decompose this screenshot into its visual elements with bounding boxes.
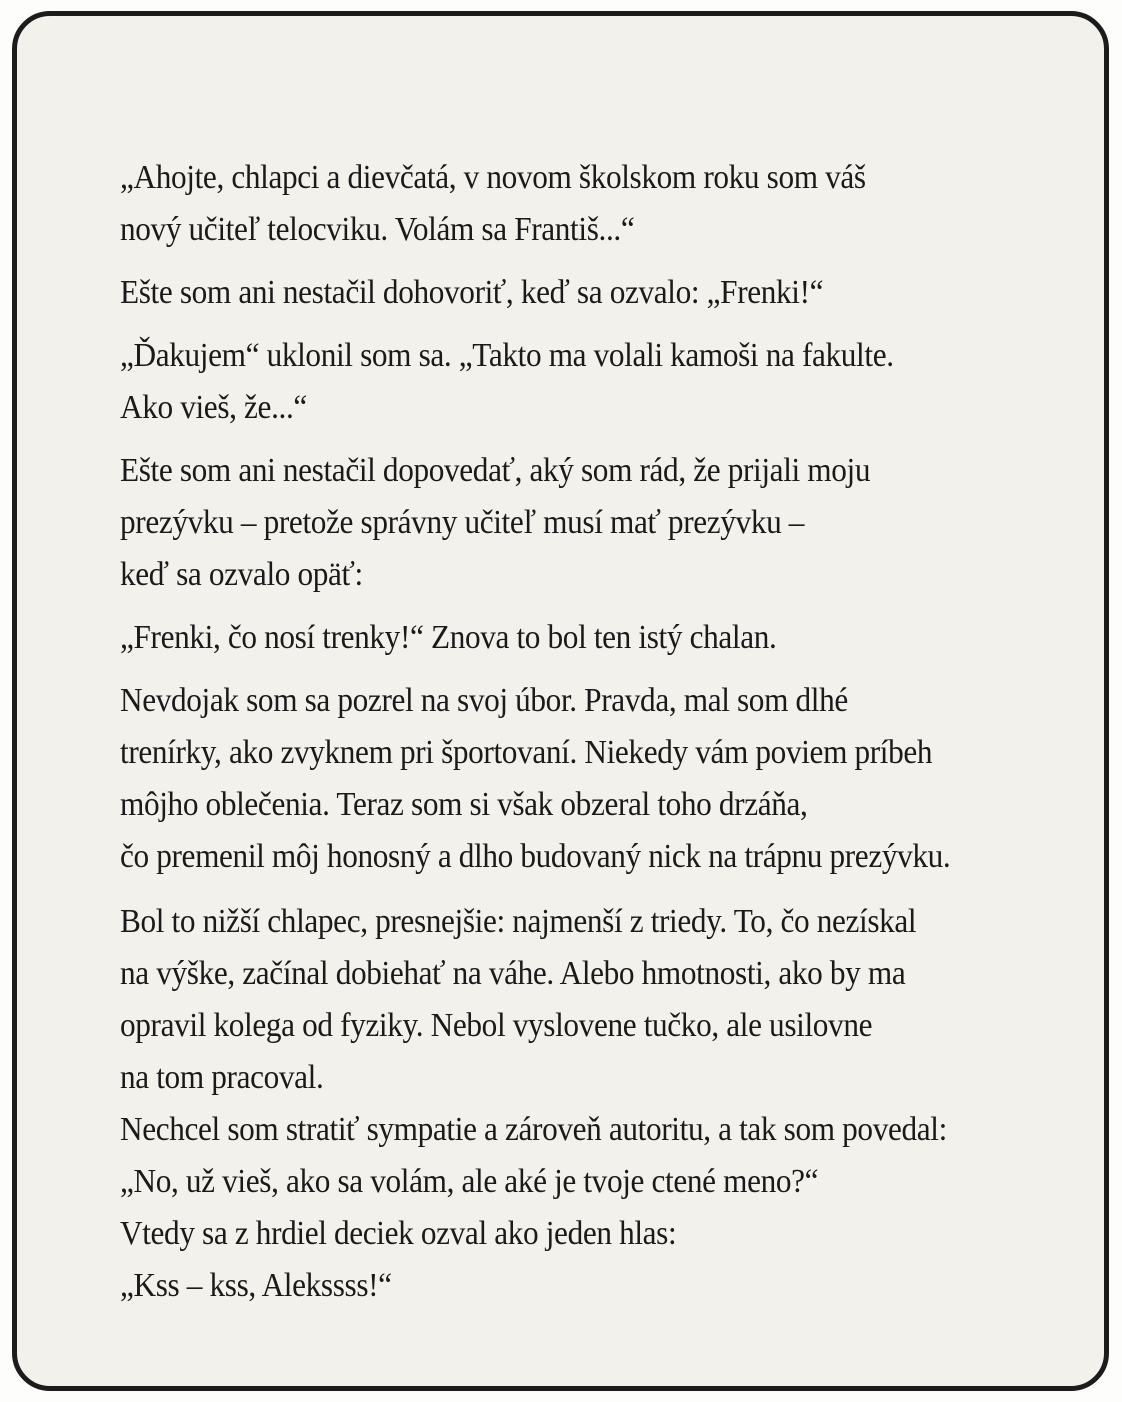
text-line: na tom pracoval. bbox=[120, 1059, 324, 1096]
text-line: na výške, začínal dobiehať na váhe. Alebo hmotnosti, ako by ma bbox=[120, 955, 906, 992]
paragraph-4 bbox=[120, 445, 948, 601]
paragraph-1 bbox=[120, 152, 948, 256]
paragraph-5 bbox=[120, 612, 948, 664]
text-line: Ako vieš, že...“ bbox=[120, 389, 307, 426]
paragraph-6 bbox=[120, 675, 951, 883]
text-line: Ešte som ani nestačil dopovedať, aký som rád, že prijali moju bbox=[120, 452, 871, 489]
text-line: Vtedy sa z hrdiel deciek ozval ako jeden hlas: bbox=[120, 1215, 677, 1252]
paragraph-3 bbox=[120, 330, 948, 434]
text-line: môjho oblečenia. Teraz som si však obzeral toho drzáňa, bbox=[120, 786, 808, 823]
text-line: „Ahojte, chlapci a dievčatá, v novom školskom roku som váš bbox=[120, 159, 866, 196]
text-line: „Ďakujem“ uklonil som sa. „Takto ma volali kamoši na fakulte. bbox=[120, 337, 894, 374]
paragraph-7 bbox=[120, 896, 948, 1312]
text-line: keď sa ozvalo opäť: bbox=[120, 556, 363, 593]
text-line: „Kss – kss, Alekssss!“ bbox=[120, 1267, 392, 1304]
text-line: Bol to nižší chlapec, presnejšie: najmenší z triedy. To, čo nezískal bbox=[120, 903, 917, 940]
text-line: čo premenil môj honosný a dlho budovaný nick na trápnu prezývku. bbox=[120, 838, 951, 875]
text-line: trenírky, ako zvyknem pri športovaní. Niekedy vám poviem príbeh bbox=[120, 734, 933, 771]
text-line: opravil kolega od fyziky. Nebol vyslovene tučko, ale usilovne bbox=[120, 1007, 873, 1044]
text-line: prezývku – pretože správny učiteľ musí mať prezývku – bbox=[120, 504, 805, 541]
text-line: Ešte som ani nestačil dohovoriť, keď sa ozvalo: „Frenki!“ bbox=[120, 274, 824, 311]
text-line: Nevdojak som sa pozrel na svoj úbor. Pravda, mal som dlhé bbox=[120, 682, 848, 719]
story-text bbox=[120, 152, 951, 1312]
text-line: „Frenki, čo nosí trenky!“ Znova to bol ten istý chalan. bbox=[120, 619, 777, 656]
paragraph-2 bbox=[120, 267, 948, 319]
text-line: nový učiteľ telocviku. Volám sa Františ...“ bbox=[120, 211, 635, 248]
text-line: „No, už vieš, ako sa volám, ale aké je tvoje ctené meno?“ bbox=[120, 1163, 819, 1200]
text-line: Nechcel som stratiť sympatie a zároveň autoritu, a tak som povedal: bbox=[120, 1111, 947, 1148]
